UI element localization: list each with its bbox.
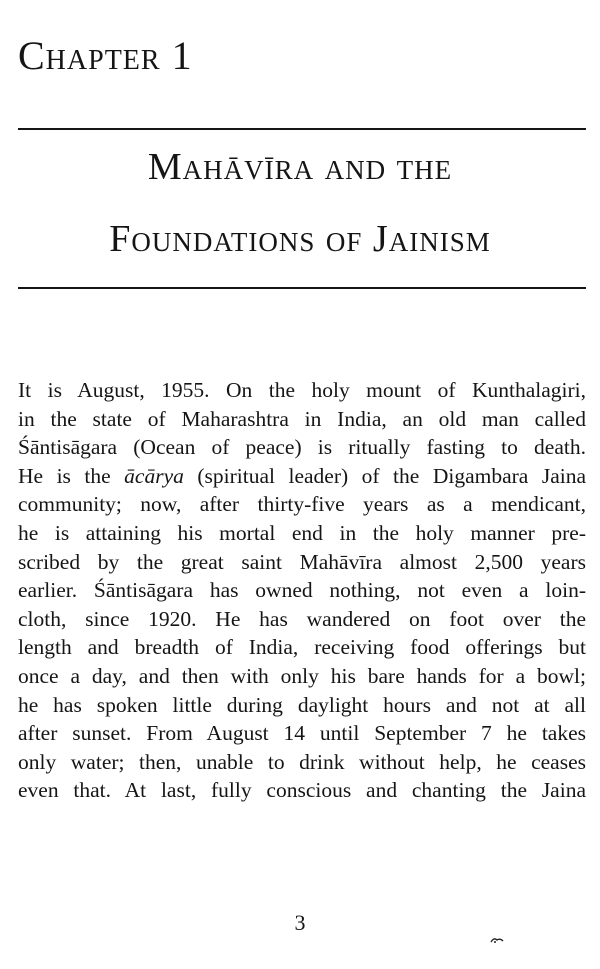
body-line-with-italic: He is the ācārya (spiritual leader) of the Digambara Jaina	[18, 463, 587, 488]
body-line: after sunset. From August 14 until September 7 he takes	[18, 721, 586, 746]
chapter-title-line-1: Mahāvīra and the	[147, 146, 453, 188]
chapter-title-line-2: Foundations of Jainism	[109, 218, 491, 260]
body-line: Śāntisāgara (Ocean of peace) is ritually fasting to death.	[18, 435, 586, 460]
body-line: once a day, and then with only his bare hands for a bowl;	[18, 663, 586, 688]
body-line: It is August, 1955. On the holy mount of Kunthalagiri,	[18, 378, 586, 402]
ink-speck-mark	[490, 936, 504, 944]
body-line: he has spoken little during daylight hours and not at all	[18, 692, 586, 717]
body-line: cloth, since 1920. He has wandered on foot over the	[18, 606, 586, 631]
body-line: scribed by the great saint Mahāvīra almost 2,500 years	[18, 549, 586, 574]
chapter-label: Chapter 1	[18, 33, 193, 78]
body-line: even that. At last, fully conscious and chanting the Jaina	[18, 778, 586, 803]
title-rule-bottom	[18, 287, 586, 289]
body-paragraph	[18, 376, 586, 805]
body-line: length and breadth of India, receiving food offerings but	[18, 635, 586, 660]
page-number: 3	[294, 910, 306, 935]
title-rule-top	[18, 128, 586, 130]
body-line: community; now, after thirty-five years as a mendicant,	[18, 492, 586, 517]
body-line: only water; then, unable to drink without help, he ceases	[18, 749, 586, 774]
body-line: earlier. Śāntisāgara has owned nothing, not even a loin-	[18, 578, 586, 603]
body-line: he is attaining his mortal end in the holy manner pre-	[18, 520, 586, 545]
body-line: in the state of Maharashtra in India, an old man called	[18, 406, 586, 431]
